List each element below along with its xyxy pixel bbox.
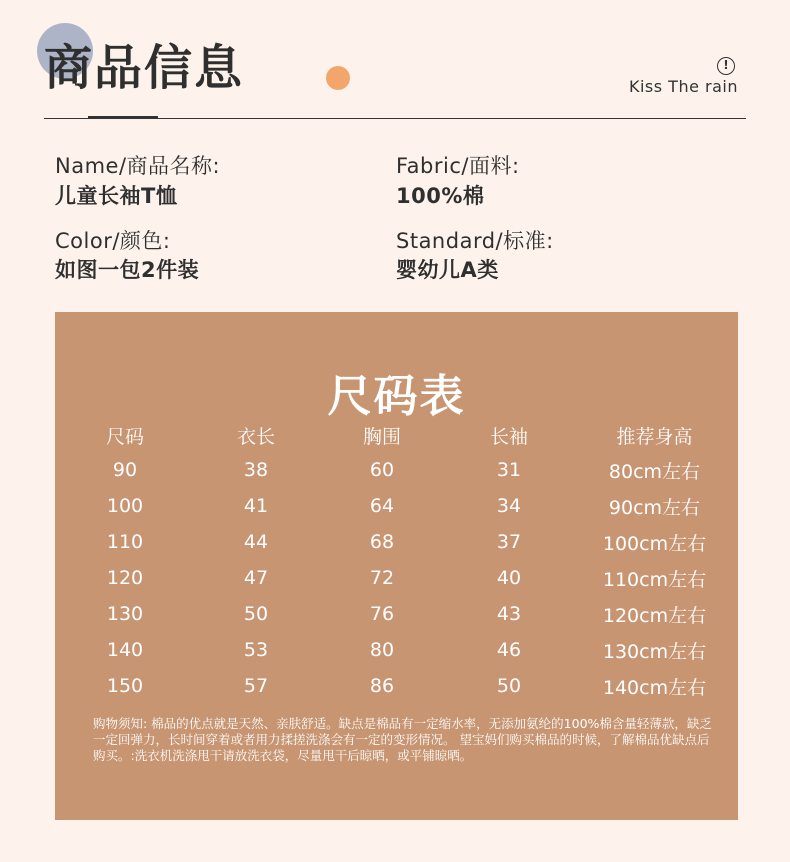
size-chart-panel — [55, 312, 738, 820]
cell-chest: 76 — [369, 603, 395, 625]
cell-chest: 72 — [369, 567, 395, 589]
cell-length: 47 — [243, 567, 269, 589]
table-row — [55, 668, 738, 704]
size-chart-title: 尺码表 — [327, 371, 466, 422]
cell-size: 110 — [106, 531, 144, 553]
cell-height: 90cm左右 — [608, 496, 701, 519]
cell-size: 140 — [106, 639, 144, 661]
cell-height: 120cm左右 — [602, 604, 707, 627]
table-row — [55, 488, 738, 524]
cell-length: 57 — [243, 675, 269, 697]
header-divider-accent — [88, 116, 158, 119]
header-sleeve: 长袖 — [489, 425, 528, 448]
cell-length: 41 — [243, 495, 269, 517]
color-label: Color/颜色: — [55, 229, 171, 253]
fabric-value: 100%棉 — [396, 184, 485, 208]
cell-size: 130 — [106, 603, 144, 625]
cell-sleeve: 34 — [496, 495, 522, 517]
table-row — [55, 632, 738, 668]
cell-chest: 64 — [369, 495, 395, 517]
fabric-label: Fabric/面料: — [396, 154, 520, 178]
name-value: 儿童长袖T恤 — [55, 184, 178, 208]
cell-height: 100cm左右 — [602, 532, 707, 555]
color-value: 如图一包2件装 — [55, 258, 200, 282]
cell-size: 100 — [106, 495, 144, 517]
brand-subtitle: Kiss The rain — [628, 77, 738, 96]
cell-sleeve: 50 — [496, 675, 522, 697]
table-row — [55, 524, 738, 560]
table-row — [55, 596, 738, 632]
cell-length: 53 — [243, 639, 269, 661]
table-row — [55, 452, 738, 488]
standard-label: Standard/标准: — [396, 229, 554, 253]
page-title: 商品信息 — [44, 40, 245, 96]
cell-chest: 60 — [369, 459, 395, 481]
info-icon: ! — [717, 57, 735, 75]
cell-length: 50 — [243, 603, 269, 625]
header-size: 尺码 — [105, 425, 144, 448]
cell-sleeve: 46 — [496, 639, 522, 661]
size-table — [55, 418, 738, 704]
cell-height: 140cm左右 — [602, 676, 707, 699]
cell-sleeve: 43 — [496, 603, 522, 625]
cell-size: 150 — [106, 675, 144, 697]
cell-size: 90 — [112, 459, 138, 481]
cell-chest: 80 — [369, 639, 395, 661]
cell-length: 38 — [243, 459, 269, 481]
size-table-header-row — [55, 418, 738, 452]
header-chest: 胸围 — [362, 425, 401, 448]
cell-size: 120 — [106, 567, 144, 589]
table-row — [55, 560, 738, 596]
cell-height: 130cm左右 — [602, 640, 707, 663]
header-length: 衣长 — [236, 425, 275, 448]
decorative-circle-orange — [326, 66, 350, 90]
name-label: Name/商品名称: — [55, 154, 221, 178]
cell-height: 110cm左右 — [602, 568, 707, 591]
cell-sleeve: 40 — [496, 567, 522, 589]
cell-length: 44 — [243, 531, 269, 553]
standard-value: 婴幼儿A类 — [396, 258, 499, 282]
cell-height: 80cm左右 — [608, 460, 701, 483]
cell-chest: 68 — [369, 531, 395, 553]
shopping-note: 购物须知: 棉品的优点就是天然、亲肤舒适。缺点是棉品有一定缩水率，无添加氨纶的100%棉含量轻薄款，缺乏一定回弹力，长时间穿着或者用力揉搓洗涤会有一定的变形情况。 望宝妈们购买棉品的时候，了解棉品优缺点后购买。:洗衣机洗涤甩干请放洗衣袋，尽量甩干后晾晒，或平铺晾晒。 — [93, 716, 712, 763]
cell-sleeve: 31 — [496, 459, 522, 481]
cell-chest: 86 — [369, 675, 395, 697]
header-height: 推荐身高 — [616, 425, 693, 448]
cell-sleeve: 37 — [496, 531, 522, 553]
